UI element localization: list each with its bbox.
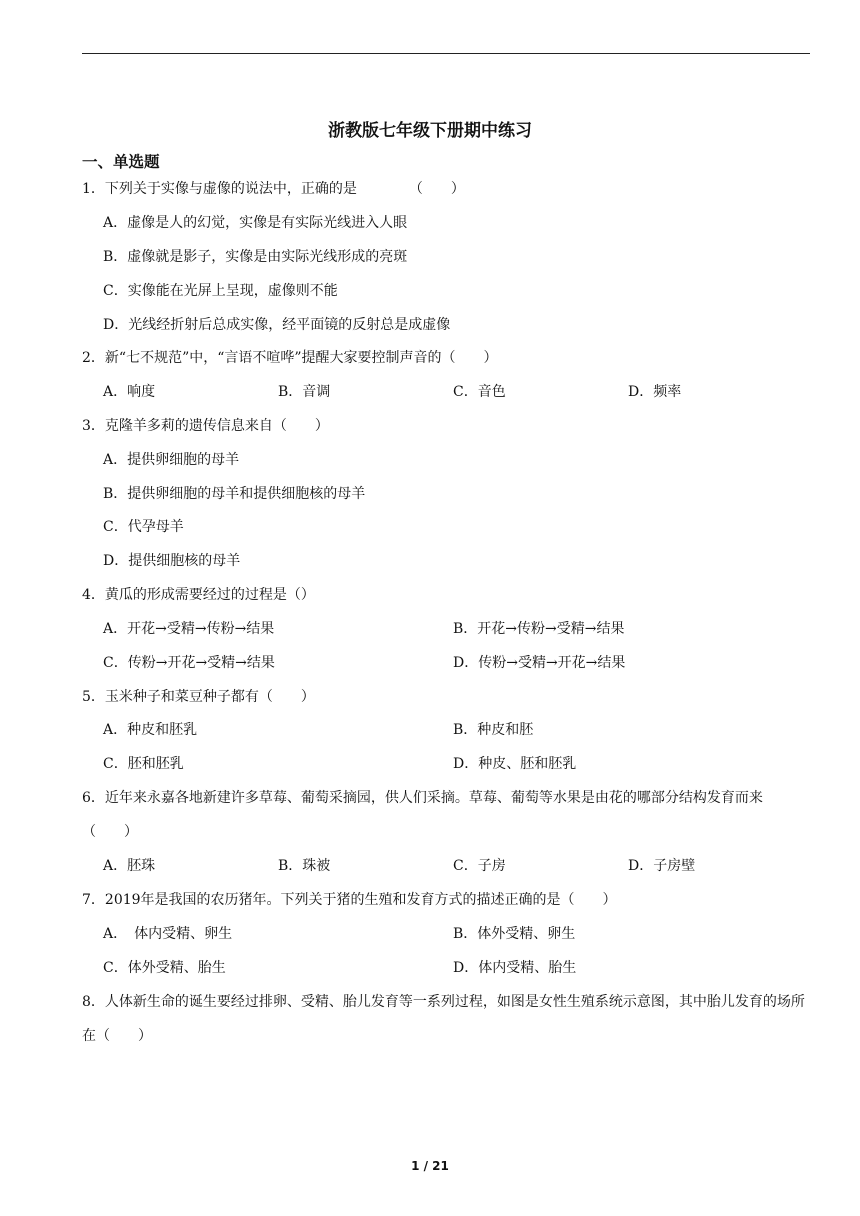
option: D．体内受精、胎生 xyxy=(453,960,577,976)
question-3: 3．克隆羊多莉的遗传信息来自（ ） xyxy=(82,418,329,434)
option: D．种皮、胚和胚乳 xyxy=(453,756,577,772)
option: D．频率 xyxy=(628,384,682,400)
document-title: 浙教版七年级下册期中练习 xyxy=(328,121,532,141)
option: B．珠被 xyxy=(278,858,331,874)
option: C．代孕母羊 xyxy=(103,519,184,535)
option: A．胚珠 xyxy=(103,858,156,874)
section-heading: 一、单选题 xyxy=(82,153,160,171)
question-8: 8．人体新生命的诞生要经过排卵、受精、胎儿发育等一系列过程，如图是女性生殖系统示意图，其中胎儿发育的场所在（ ） xyxy=(82,994,805,1044)
option: B．体外受精、卵生 xyxy=(453,926,576,942)
option: A．虚像是人的幻觉，实像是有实际光线进入人眼 xyxy=(103,215,408,231)
option: A．响度 xyxy=(103,384,156,400)
question-6: 6．近年来永嘉各地新建许多草莓、葡萄采摘园，供人们采摘。草莓、葡萄等水果是由花的哪部分结构发育而来（ ） xyxy=(82,790,763,840)
option: B．种皮和胚 xyxy=(453,722,534,738)
answer-blank: （ ） xyxy=(408,181,465,197)
option: D．提供细胞核的母羊 xyxy=(103,553,241,569)
option: C．子房 xyxy=(453,858,506,874)
option: A．开花→受精→传粉→结果 xyxy=(103,621,275,637)
option: C．胚和胚乳 xyxy=(103,756,184,772)
option: B．开花→传粉→受精→结果 xyxy=(453,621,625,637)
option: D．传粉→受精→开花→结果 xyxy=(453,655,626,671)
option: C．音色 xyxy=(453,384,506,400)
option: C．传粉→开花→受精→结果 xyxy=(103,655,275,671)
option: A．提供卵细胞的母羊 xyxy=(103,452,240,468)
question-7: 7．2019年是我国的农历猪年。下列关于猪的生殖和发育方式的描述正确的是（ ） xyxy=(82,892,617,908)
option: C．体外受精、胎生 xyxy=(103,960,226,976)
question-2: 2．新“七不规范”中，“言语不喧哗”提醒大家要控制声音的（ ） xyxy=(82,350,498,366)
option: D．子房壁 xyxy=(628,858,696,874)
question-4: 4．黄瓜的形成需要经过的过程是（） xyxy=(82,587,315,603)
question-1 xyxy=(82,180,465,198)
page-number: 1 / 21 xyxy=(411,1159,449,1173)
header-rule xyxy=(82,53,810,54)
option: D．光线经折射后总成实像，经平面镜的反射总是成虚像 xyxy=(103,317,451,333)
option: C．实像能在光屏上呈现，虚像则不能 xyxy=(103,283,338,299)
question-5: 5．玉米种子和菜豆种子都有（ ） xyxy=(82,689,315,705)
option: B．提供卵细胞的母羊和提供细胞核的母羊 xyxy=(103,486,366,502)
option: A．种皮和胚乳 xyxy=(103,722,198,738)
option: B．虚像就是影子，实像是由实际光线形成的亮斑 xyxy=(103,249,408,265)
option: A． 体内受精、卵生 xyxy=(103,926,233,942)
option: B．音调 xyxy=(278,384,331,400)
question-stem: 1．下列关于实像与虚像的说法中，正确的是 xyxy=(82,181,357,197)
